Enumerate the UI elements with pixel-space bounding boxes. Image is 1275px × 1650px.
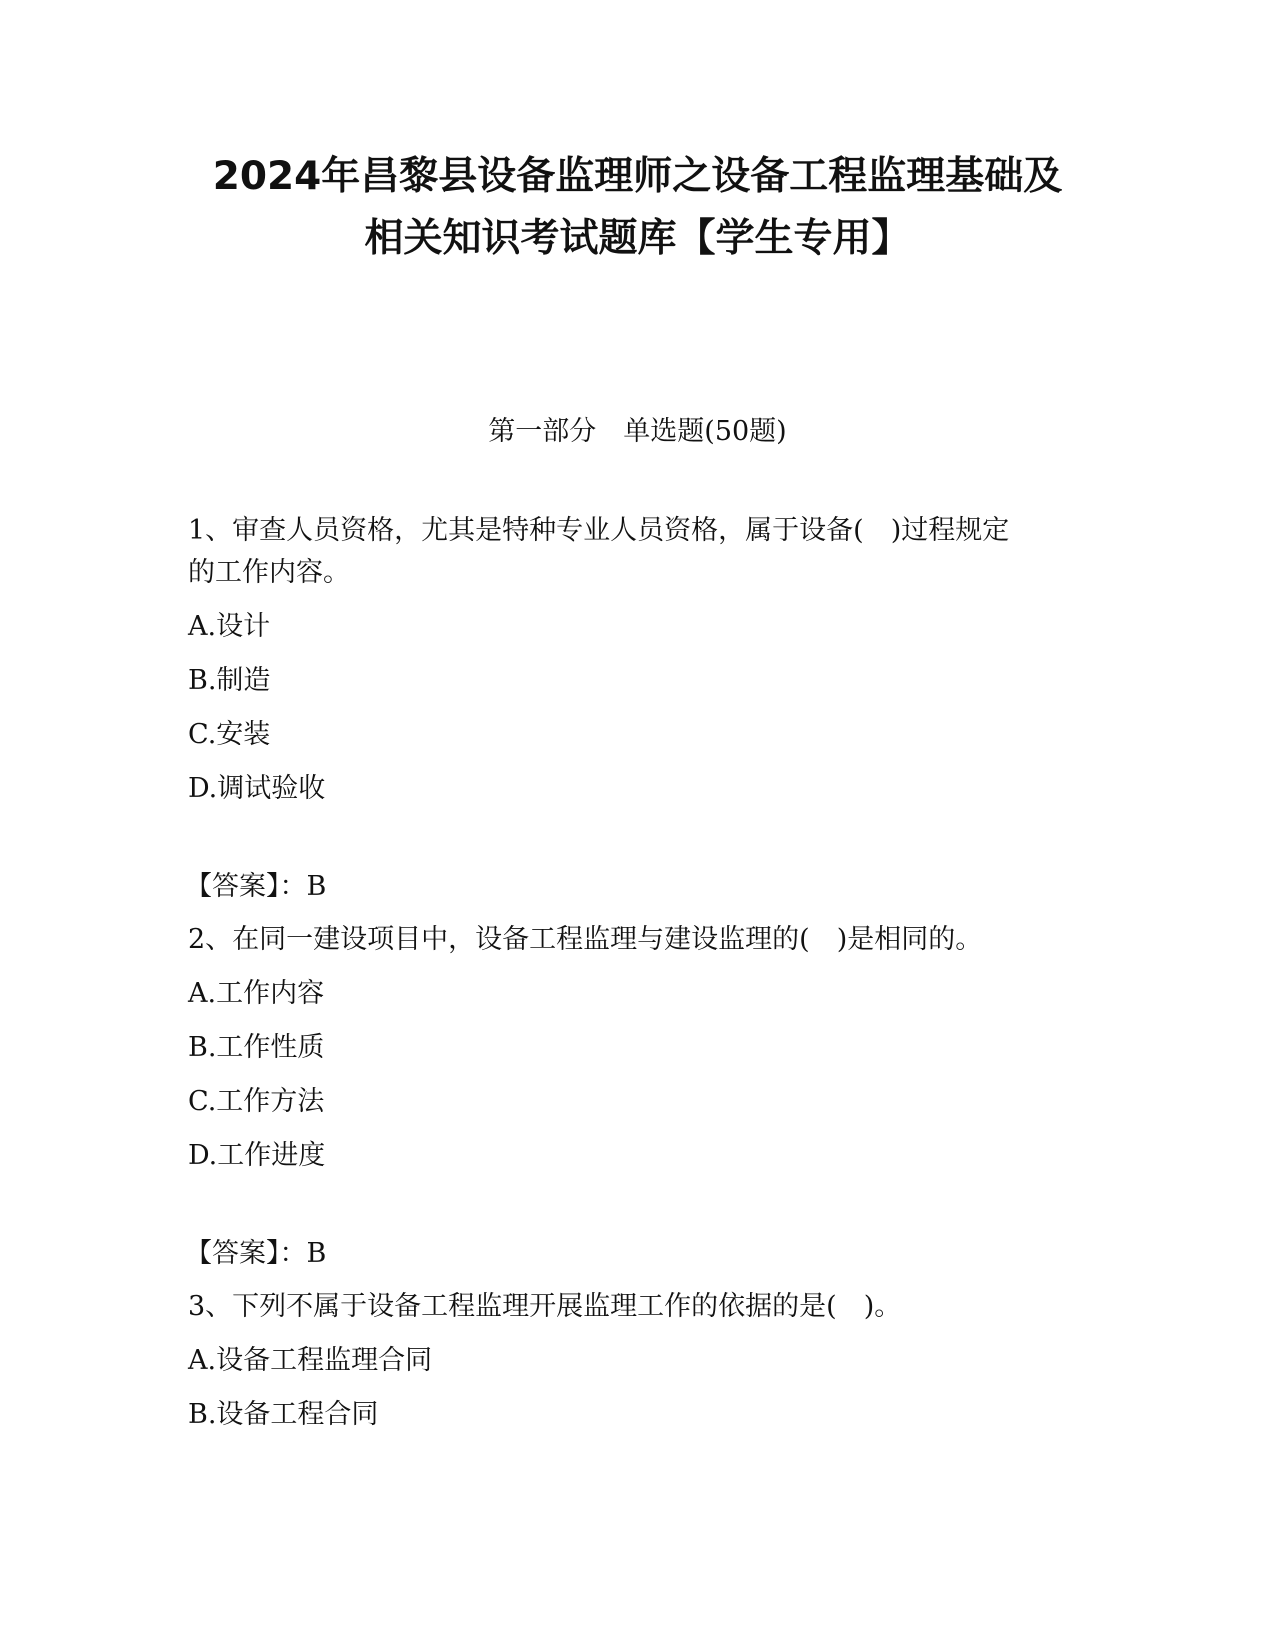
question-1-stem-line-1: 1、审查人员资格，尤其是特种专业人员资格，属于设备( )过程规定: [188, 515, 1010, 546]
question-3-option-a: A.设备工程监理合同: [188, 1345, 433, 1376]
question-2-answer: 【答案】：B: [185, 1238, 327, 1269]
document-title-line-1: 2024年昌黎县设备监理师之设备工程监理基础及: [212, 154, 1063, 199]
question-1-option-a: A.设计: [188, 611, 271, 642]
question-1-option-d: D.调试验收: [188, 773, 326, 804]
question-1-stem-line-2: 的工作内容。: [188, 557, 350, 588]
question-2-option-b: B.工作性质: [188, 1032, 325, 1063]
question-2-option-c: C.工作方法: [188, 1086, 325, 1117]
question-3-stem-line-1: 3、下列不属于设备工程监理开展监理工作的依据的是( )。: [188, 1291, 902, 1322]
question-2-option-d: D.工作进度: [188, 1140, 326, 1171]
question-1-option-b: B.制造: [188, 665, 271, 696]
question-2-stem-line-1: 2、在同一建设项目中，设备工程监理与建设监理的( )是相同的。: [188, 924, 983, 955]
question-3-option-b: B.设备工程合同: [188, 1399, 379, 1430]
question-1-option-c: C.安装: [188, 719, 271, 750]
question-2-option-a: A.工作内容: [188, 978, 325, 1009]
question-1-answer: 【答案】：B: [185, 871, 327, 902]
document-title-line-2: 相关知识考试题库【学生专用】: [364, 216, 911, 261]
section-heading: 第一部分 单选题(50题): [488, 416, 787, 447]
